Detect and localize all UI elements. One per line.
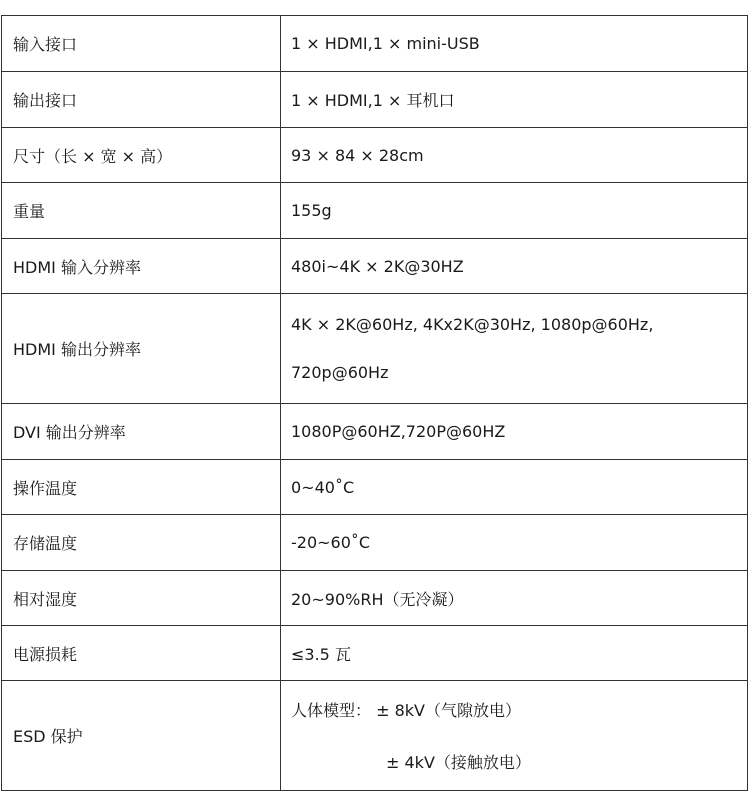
spec-value: 1080P@60HZ,720P@60HZ bbox=[281, 404, 748, 460]
table-row bbox=[2, 128, 748, 183]
table-row bbox=[2, 72, 748, 128]
table-row bbox=[2, 239, 748, 294]
spec-value-line: 4K × 2K@60Hz, 4Kx2K@30Hz, 1080p@60Hz, bbox=[291, 315, 654, 334]
spec-label: 相对湿度 bbox=[2, 571, 281, 626]
table-row bbox=[2, 183, 748, 239]
table-row bbox=[2, 571, 748, 626]
spec-label: 操作温度 bbox=[2, 460, 281, 515]
spec-label: 重量 bbox=[2, 183, 281, 239]
table-row bbox=[2, 515, 748, 571]
spec-value: 155g bbox=[281, 183, 748, 239]
table-row bbox=[2, 294, 748, 404]
spec-value: 20~90%RH（无冷凝） bbox=[281, 571, 748, 626]
table-row bbox=[2, 460, 748, 515]
spec-label: HDMI 输入分辨率 bbox=[2, 239, 281, 294]
spec-label: 电源损耗 bbox=[2, 626, 281, 681]
spec-value bbox=[281, 294, 748, 404]
spec-value-line: ± 4kV（接触放电） bbox=[386, 753, 531, 772]
spec-value: 93 × 84 × 28cm bbox=[281, 128, 748, 183]
spec-value: ≤3.5 瓦 bbox=[281, 626, 748, 681]
spec-value: 480i~4K × 2K@30HZ bbox=[281, 239, 748, 294]
spec-value-line: 人体模型： ± 8kV（气隙放电） bbox=[291, 701, 521, 720]
spec-label: ESD 保护 bbox=[2, 681, 281, 791]
spec-label: 尺寸（长 × 宽 × 高） bbox=[2, 128, 281, 183]
spec-value bbox=[281, 681, 748, 791]
spec-label: DVI 输出分辨率 bbox=[2, 404, 281, 460]
spec-label: HDMI 输出分辨率 bbox=[2, 294, 281, 404]
spec-label: 输出接口 bbox=[2, 72, 281, 128]
spec-label: 存储温度 bbox=[2, 515, 281, 571]
table-row bbox=[2, 681, 748, 791]
table-row bbox=[2, 404, 748, 460]
table-row bbox=[2, 626, 748, 681]
spec-value: 0~40˚C bbox=[281, 460, 748, 515]
spec-value-line: 720p@60Hz bbox=[291, 363, 389, 382]
spec-label: 输入接口 bbox=[2, 16, 281, 72]
spec-table bbox=[1, 15, 748, 791]
spec-value: 1 × HDMI,1 × 耳机口 bbox=[281, 72, 748, 128]
spec-value: -20~60˚C bbox=[281, 515, 748, 571]
spec-value: 1 × HDMI,1 × mini-USB bbox=[281, 16, 748, 72]
table-row bbox=[2, 16, 748, 72]
